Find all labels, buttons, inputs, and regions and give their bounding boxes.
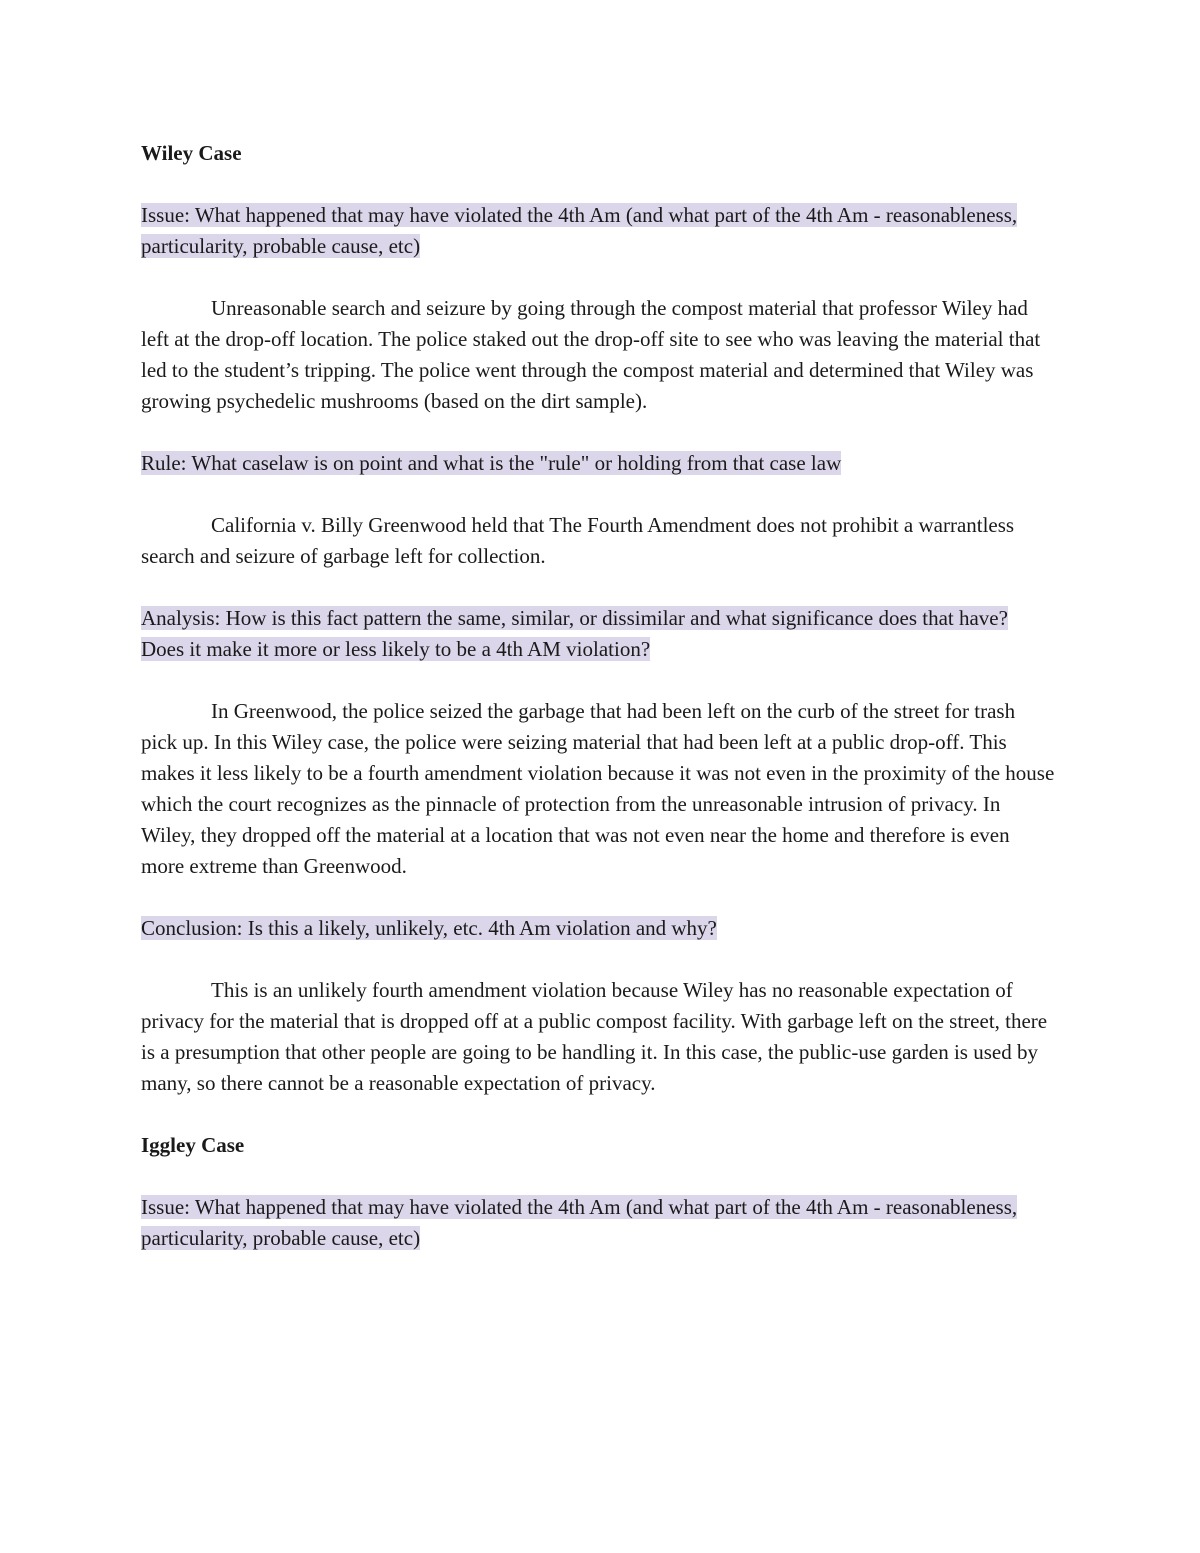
spacer [141, 665, 1056, 696]
wiley-conclusion-answer: This is an unlikely fourth amendment violation because Wiley has no reasonable expectation of privacy for the material that is dropped off at a public compost facility. With garbage left on the street, there is a presumption that other people are going to be handling it. In this case, the public-use garden is used by many, so there cannot be a reasonable expectation of privacy. [141, 978, 1048, 1095]
wiley-analysis-answer: In Greenwood, the police seized the garbage that had been left on the curb of the street for trash pick up. In this Wiley case, the police were seizing material that had been left at a public drop-off. This makes it less likely to be a fourth amendment violation because it was not even in the proximity of the house which the court recognizes as the pinnacle of protection from the unreasonable intrusion of privacy. In Wiley, they dropped off the material at a location that was not even near the home and therefore is even more extreme than Greenwood. [141, 699, 1055, 878]
spacer [141, 262, 1056, 293]
spacer [141, 944, 1056, 975]
wiley-issue-prompt-text: Issue: What happened that may have violated the 4th Am (and what part of the 4th Am - reasonableness, particularity, probable cause, etc) [141, 203, 1018, 258]
wiley-rule-prompt [141, 448, 1056, 479]
wiley-issue-prompt [141, 200, 1056, 262]
spacer [141, 1099, 1056, 1130]
iggley-issue-prompt-text: Issue: What happened that may have violated the 4th Am (and what part of the 4th Am - reasonableness, particularity, probable cause, etc) [141, 1195, 1018, 1250]
iggley-issue-prompt [141, 1192, 1056, 1254]
wiley-rule-prompt-text: Rule: What caselaw is on point and what is the "rule" or holding from that case law [141, 451, 842, 475]
spacer [141, 1161, 1056, 1192]
spacer [141, 169, 1056, 200]
wiley-case-heading: Wiley Case [141, 141, 242, 165]
wiley-conclusion-prompt [141, 913, 1056, 944]
spacer [141, 479, 1056, 510]
spacer [141, 417, 1056, 448]
spacer [141, 882, 1056, 913]
wiley-conclusion-prompt-text: Conclusion: Is this a likely, unlikely, etc. 4th Am violation and why? [141, 916, 717, 940]
wiley-rule-answer: California v. Billy Greenwood held that The Fourth Amendment does not prohibit a warrantless search and seizure of garbage left for collection. [141, 513, 1015, 568]
document-page [141, 138, 1056, 1254]
spacer [141, 572, 1056, 603]
wiley-analysis-prompt-text: Analysis: How is this fact pattern the same, similar, or dissimilar and what significance does that have? Does it make it more or less likely to be a 4th AM violation? [141, 606, 1008, 661]
iggley-case-heading: Iggley Case [141, 1133, 245, 1157]
wiley-issue-answer: Unreasonable search and seizure by going through the compost material that professor Wiley had left at the drop-off location. The police staked out the drop-off site to see who was leaving the material that led to the student’s tripping. The police went through the compost material and determined that Wiley was growing psychedelic mushrooms (based on the dirt sample). [141, 296, 1041, 413]
wiley-analysis-prompt [141, 603, 1056, 665]
